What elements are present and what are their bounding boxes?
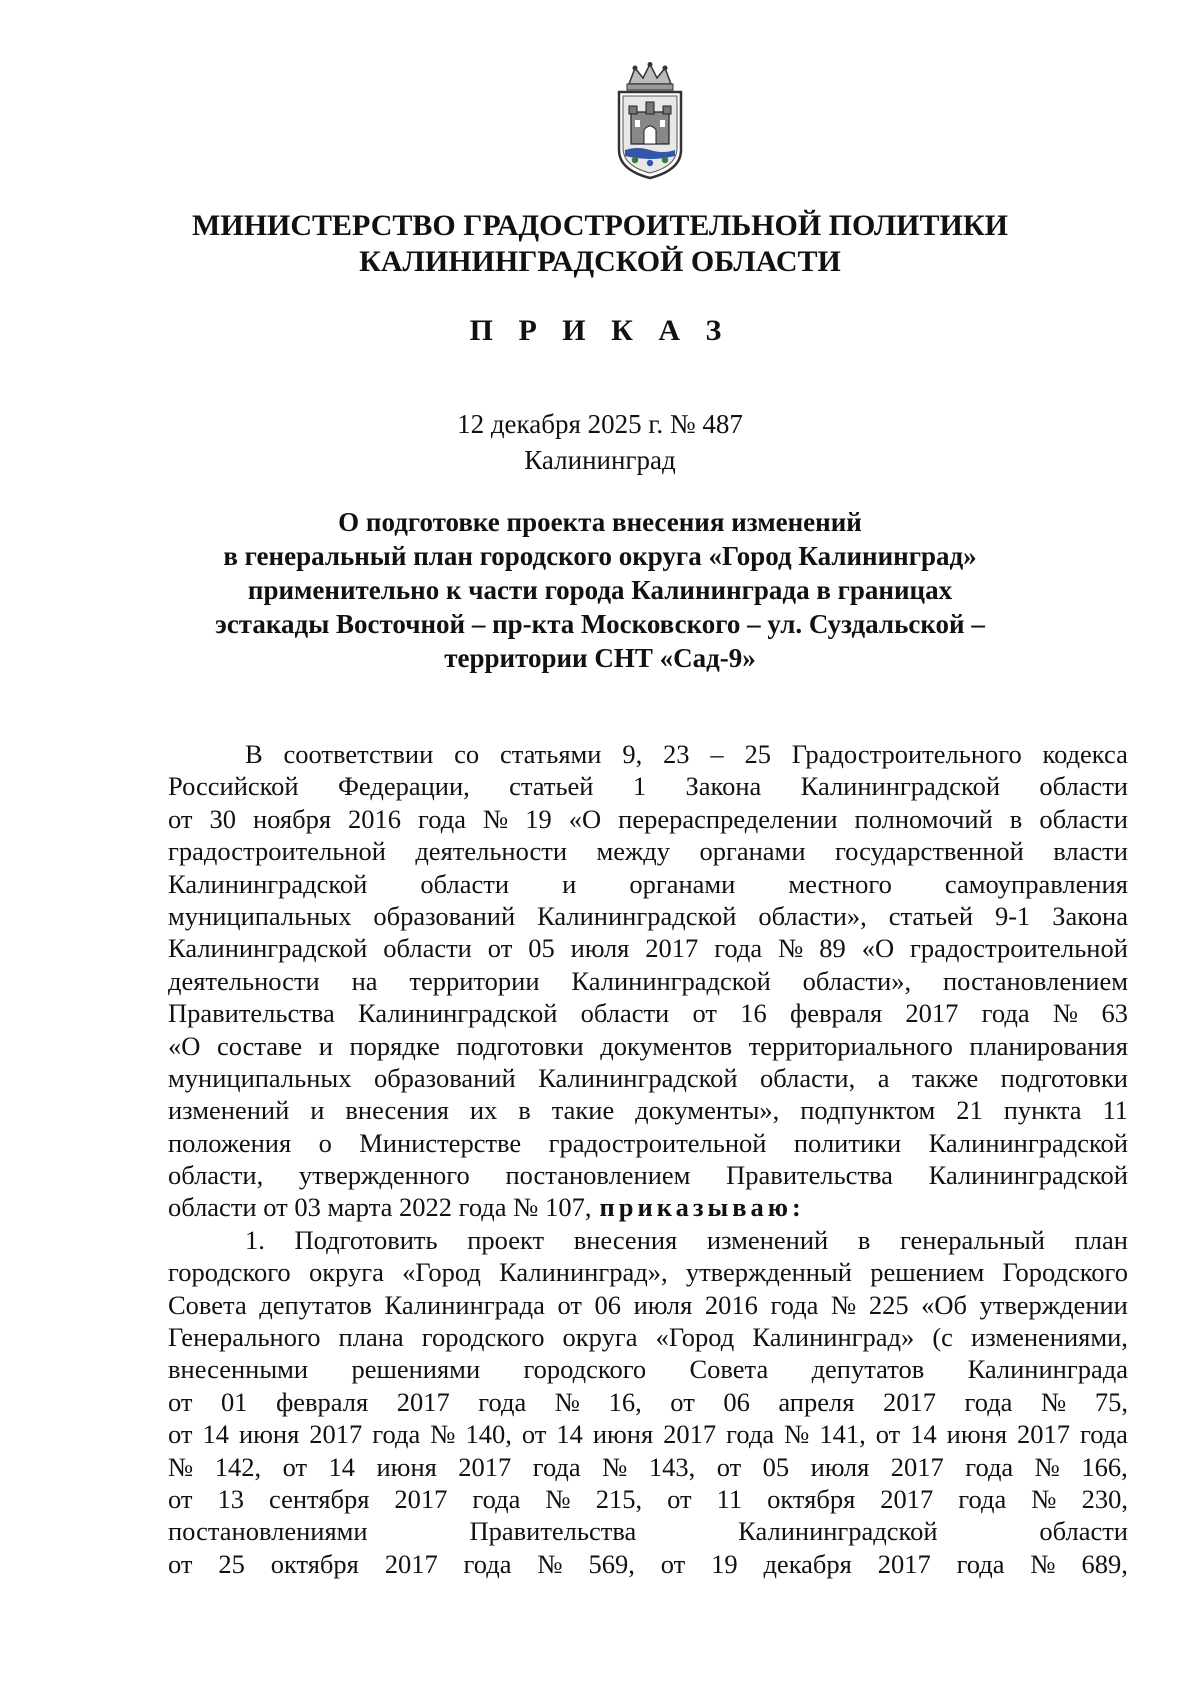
item-line [168,1483,1128,1515]
word: документов [600,1030,733,1061]
word: июня [592,1419,654,1450]
body-line [168,835,1128,867]
word: года [478,1386,527,1417]
word: № [784,1419,810,1450]
body-closing-line [168,1191,1128,1223]
word: Российской [168,771,299,802]
word: 06 [723,1386,750,1417]
word: городского [523,1354,647,1385]
word: 23 [663,739,690,769]
word: а [877,1062,890,1093]
word: Калининград» [752,1322,915,1353]
word: 30 [209,803,236,834]
word: 141, [819,1419,866,1450]
word: области [1039,803,1128,834]
word: постановлением [505,1160,691,1191]
word: округа [308,1257,384,1288]
word: 16 [740,998,767,1029]
word: № [168,1451,194,1482]
word: местного [788,868,892,899]
date-block [150,406,1050,478]
word: Калининграда [967,1354,1128,1385]
word: Калининград», [499,1257,668,1288]
word: года [956,1548,1005,1579]
body-line [168,1094,1128,1126]
word: «Город [402,1257,481,1288]
word: такие [551,1095,615,1126]
ministry-name [150,208,1050,280]
word: «Город [655,1322,735,1353]
word: года [958,1483,1007,1514]
item-line [168,1548,1128,1580]
word: подпунктом [800,1095,936,1126]
word: 1 [632,771,647,802]
word: 2017 [880,1483,934,1514]
word: подготовки [456,1030,584,1061]
word: «О [568,803,602,834]
word: 2017 [877,1548,931,1579]
word: 19 [525,803,552,834]
word: со [454,739,480,769]
word: 63 [1101,998,1128,1029]
word: Калининградской [168,868,368,899]
word: 21 [956,1095,983,1126]
word: от [487,933,513,964]
word: Закона [1052,900,1128,931]
word: Калининградской [571,965,771,996]
word: года [981,998,1030,1029]
word: «О [168,1030,201,1061]
word: июня [238,1419,300,1450]
word: Калининградской [358,998,558,1029]
word: 14 [328,1451,356,1482]
word: и [562,868,577,899]
word: 225 [868,1289,909,1320]
order-city: Калининград [524,445,676,475]
word: июля [633,1289,693,1320]
word: от [168,1548,193,1579]
word: № [554,1386,581,1417]
word: Совета [168,1289,247,1320]
word: их [469,1095,498,1126]
word: образований [373,1062,516,1093]
word: «О [861,933,895,964]
word: положения [168,1127,292,1158]
word: Калининградской [537,900,737,931]
word: Калининградской [800,771,1000,802]
word: октября [767,1483,856,1514]
item-line [168,1321,1128,1353]
word: 230, [1081,1483,1128,1514]
word: 140, [465,1419,512,1450]
word: года [532,1451,581,1482]
word: 2017 [905,998,959,1029]
word: от [692,998,717,1029]
word: области [383,933,472,964]
word: 2016 [348,803,402,834]
word: 13 [217,1483,244,1514]
word: сентября [269,1483,370,1514]
word: от [875,1419,901,1450]
word: между [596,836,671,867]
word: области, [760,1062,856,1093]
word: деятельности [168,965,320,996]
word: муниципальных [168,1062,352,1093]
word: 2017 [882,1386,936,1417]
body-line [168,803,1128,835]
word: градостроительной [168,836,386,867]
word: территориального [748,1030,953,1061]
word: Министерстве [359,1127,522,1158]
word: области [1039,771,1128,802]
word: декабря [763,1548,852,1579]
order-word: приказываю: [599,1192,805,1223]
word: № [1041,1386,1067,1417]
word: государственной [834,836,1024,867]
word: округа [562,1322,638,1353]
word: Калининградской [738,1516,938,1547]
body-line [168,1127,1128,1159]
word: № [1031,1483,1057,1514]
order-body [168,738,1128,1580]
word: пункта [1003,1095,1082,1126]
word: власти [1053,836,1128,867]
word: 25 [744,739,771,769]
word: 2017 [384,1548,438,1579]
body-line [168,868,1128,900]
word: ноября [252,803,332,834]
word: года [964,1386,1013,1417]
word: в [518,1095,531,1126]
word: муниципальных [168,900,352,931]
word: документы», [635,1095,780,1126]
word: 2017 [309,1419,363,1450]
word: 19 [711,1548,738,1579]
item-line [168,1289,1128,1321]
word: утвержденного [298,1160,470,1191]
word: 75, [1094,1386,1128,1417]
word: Правительства [469,1516,637,1547]
word: статьей [888,900,974,931]
word: года [472,1483,521,1514]
closing-text: области от 03 марта 2022 года № 107, [168,1192,592,1223]
word: области», [802,965,912,996]
word: области», [758,900,867,931]
word: года [372,1419,421,1450]
subject-line: эстакады Восточной – пр-кта Московского – ул. Суздальской – [215,609,985,639]
word: утверждении [979,1289,1128,1320]
word: 2017 [1017,1419,1071,1450]
word: в [1009,803,1023,834]
word: и [318,1030,333,1061]
word: 215, [595,1483,643,1514]
word: деятельности [415,836,568,867]
word: области [580,998,670,1029]
word: Калининграда [384,1289,545,1320]
body-line [168,965,1128,997]
order-date-number: 12 декабря 2025 г. № 487 [457,409,743,439]
word: февраля [276,1386,369,1417]
word: в [857,1224,871,1255]
word: 2017 [663,1419,717,1450]
body-line [168,1062,1128,1094]
word: 05 [762,1451,790,1482]
word: от [716,1451,742,1482]
word: 9, [622,739,643,769]
word: перераспределении [618,803,838,834]
word: решениями [351,1354,481,1385]
word: от [168,1386,193,1417]
word: 142, [214,1451,262,1482]
word: Генерального [168,1322,321,1353]
word: изменений [168,1095,290,1126]
word: Городского [1002,1257,1128,1288]
word: планирования [969,1030,1128,1061]
item-line [168,1451,1128,1483]
word: 2017 [890,1451,944,1482]
word: органами [699,836,806,867]
coat-of-arms-icon [607,62,693,180]
ministry-line-2: КАЛИНИНГРАДСКОЙ ОБЛАСТИ [359,245,841,278]
word: 11 [1102,1095,1128,1126]
word: июня [376,1451,437,1482]
word: № [1034,1451,1060,1482]
word: территории [409,965,540,996]
word: изменениями, [971,1322,1128,1353]
word: № [482,803,509,834]
word: 1. [245,1224,265,1255]
subject-line: О подготовке проекта внесения изменений [338,507,862,537]
body-line [168,932,1128,964]
word: 2017 [396,1386,450,1417]
word: генеральный [899,1224,1045,1255]
word: 9-1 [994,900,1031,931]
word: области [420,868,510,899]
word: 05 [528,933,555,964]
word: 2017 [394,1483,448,1514]
subject-line: в генеральный план городского округа «Город Калининград» [223,541,977,571]
word: от [168,1483,193,1514]
word: 2016 [704,1289,758,1320]
word: от [557,1289,582,1320]
word: Калининградской [168,933,368,964]
word: 01 [221,1386,248,1417]
word: года [770,1289,819,1320]
word: 06 [594,1289,622,1320]
word: внесения [345,1095,449,1126]
word: № [1030,1548,1056,1579]
word: года [965,1451,1014,1482]
word: от [168,1419,193,1450]
word: 14 [910,1419,937,1450]
word: от [670,1386,695,1417]
body-line [168,770,1128,802]
word: апреля [778,1386,855,1417]
word: (с [932,1322,953,1353]
word: постановлением [942,965,1128,996]
word: № [537,1548,563,1579]
word: проект [467,1224,545,1255]
word: июля [570,933,630,964]
word: июня [946,1419,1008,1450]
word: и [310,1095,325,1126]
word: решением [870,1257,985,1288]
word: самоуправления [944,868,1128,899]
subject-line: применительно к части города Калининграда в границах [247,575,953,605]
item-line [168,1386,1128,1418]
word: № [1052,998,1079,1029]
word: года [418,803,466,834]
word: плана [338,1322,404,1353]
word: план [1074,1224,1128,1255]
word: составе [216,1030,303,1061]
word: 25 [218,1548,245,1579]
word: 14 [202,1419,229,1450]
word: от [667,1483,692,1514]
word: 16, [608,1386,642,1417]
word: органами [629,868,736,899]
word: внесенными [168,1354,309,1385]
item-line [168,1515,1128,1547]
word: политики [793,1127,902,1158]
body-line [168,1030,1128,1062]
word: градостроительной [910,933,1128,964]
word: на [351,965,378,996]
word: от [282,1451,308,1482]
word: области, [168,1160,264,1191]
word: градостроительной [548,1127,767,1158]
word: Градостроительного [791,739,1022,769]
word: изменений [706,1224,829,1255]
word: внесения [573,1224,678,1255]
word: городского [168,1257,291,1288]
word: октября [270,1548,359,1579]
word: Закона [685,771,762,802]
word: 569, [588,1548,635,1579]
word: статьями [499,739,602,769]
word: от [660,1548,686,1579]
word: 2017 [645,933,699,964]
word: городского [421,1322,545,1353]
word: 689, [1081,1548,1128,1579]
word: о [318,1127,332,1158]
word: Правительства [726,1160,893,1191]
body-line [168,997,1128,1029]
body-line [168,1159,1128,1191]
word: полномочий [854,803,993,834]
word: подготовки [1000,1062,1128,1093]
word: № [430,1419,456,1450]
word: февраля [790,998,883,1029]
word: постановлениями [168,1516,368,1547]
word: депутатов [811,1354,925,1385]
word: Правительства [168,998,335,1029]
word: порядке [349,1030,440,1061]
order-subject [150,505,1050,675]
word: № [778,933,804,964]
word: июля [810,1451,870,1482]
word: Калининградской [538,1062,738,1093]
word: № [545,1483,571,1514]
item-line [168,1224,1128,1256]
word: 2017 [458,1451,512,1482]
word: 14 [556,1419,583,1450]
word: года [714,933,763,964]
word: «Об [921,1289,967,1320]
word: соответствии [283,739,434,769]
word: Совета [689,1354,769,1385]
word: утвержденный [685,1257,852,1288]
word: депутатов [259,1289,372,1320]
word: 143, [648,1451,696,1482]
item-line [168,1418,1128,1450]
word: области [1039,1516,1128,1547]
order-title: П Р И К А З [469,314,731,347]
body-line [168,900,1128,932]
word: года [1080,1419,1128,1450]
word: образований [373,900,516,931]
word: года [463,1548,512,1579]
word: В [245,739,263,769]
word: года [726,1419,775,1450]
word: 11 [716,1483,743,1514]
word: – [710,739,724,769]
subject-line: территории СНТ «Сад-9» [444,643,756,673]
word: Калининградской [928,1127,1128,1158]
word: также [911,1062,979,1093]
word: Федерации, [337,771,470,802]
body-line [168,738,1128,770]
word: кодекса [1042,739,1128,769]
ministry-line-1: МИНИСТЕРСТВО ГРАДОСТРОИТЕЛЬНОЙ ПОЛИТИКИ [192,209,1008,242]
item-line [168,1353,1128,1385]
word: Калининградской [928,1160,1128,1191]
word: от [521,1419,547,1450]
word: № [830,1289,857,1320]
item-line [168,1256,1128,1288]
word: № [602,1451,628,1482]
word: 166, [1081,1451,1128,1482]
word: 89 [819,933,846,964]
word: статьей [509,771,594,802]
word: Подготовить [294,1224,438,1255]
word: от [168,803,193,834]
